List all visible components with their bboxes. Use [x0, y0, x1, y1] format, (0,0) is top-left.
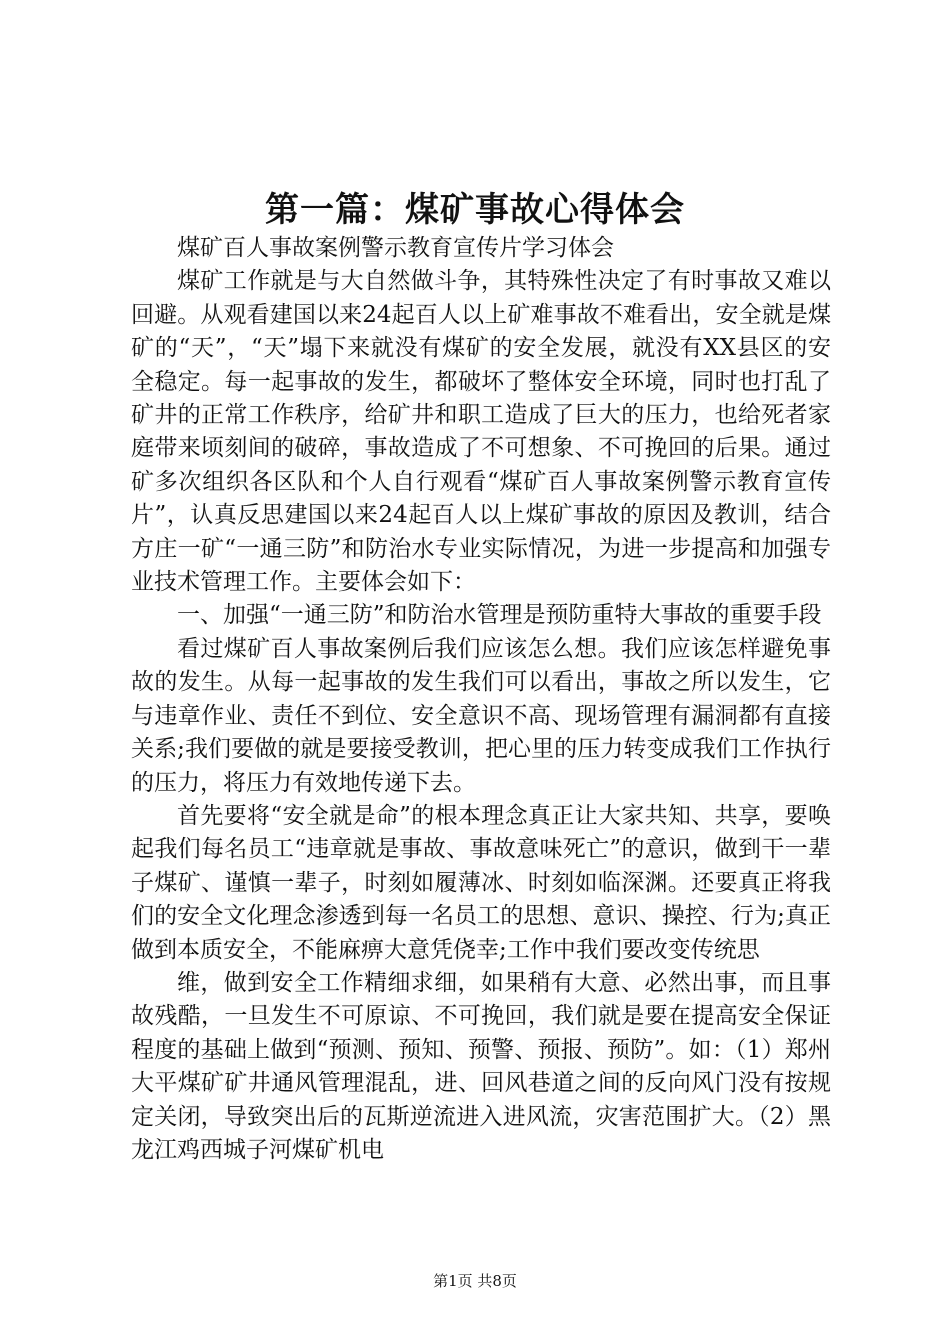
document-body: [131, 232, 831, 1167]
page-number-footer: 第1页 共8页: [433, 1272, 517, 1290]
body-paragraph: 首先要将“安全就是命”的根本理念真正让大家共知、共享，要唤起我们每名员工“违章就是事故、事故意味死亡”的意识，做到干一辈子煤矿、谨慎一辈子，时刻如履薄冰、时刻如临深渊。还要真正将我们的安全文化理念渗透到每一名员工的思想、意识、操控、行为;真正做到本质安全，不能麻痹大意凭侥幸;工作中我们要改变传统思: [131, 802, 831, 963]
body-paragraph: 维，做到安全工作精细求细，如果稍有大意、必然出事，而且事故残酷，一旦发生不可原谅、不可挽回，我们就是要在提高安全保证程度的基础上做到“预测、预知、预警、预报、预防”。如：（1）郑州大平煤矿矿井通风管理混乱，进、回风巷道之间的反向风门没有按规定关闭，导致突出后的瓦斯逆流进入进风流，灾害范围扩大。（2）黑龙江鸡西城子河煤矿机电: [131, 969, 831, 1163]
section-heading: 一、加强“一通三防”和防治水管理是预防重特大事故的重要手段: [177, 602, 822, 629]
subtitle-paragraph: 煤矿百人事故案例警示教育宣传片学习体会: [177, 235, 614, 261]
document-title: 第一篇：煤矿事故心得体会: [265, 190, 685, 230]
body-paragraph: 煤矿工作就是与大自然做斗争，其特殊性决定了有时事故又难以回避。从观看建国以来24起百人以上矿难事故不难看出，安全就是煤矿的“天”，“天”塌下来就没有煤矿的安全发展，就没有XX县区的安全稳定。每一起事故的发生，都破坏了整体安全环境，同时也打乱了矿井的正常工作秩序，给矿井和职工造成了巨大的压力，也给死者家庭带来顷刻间的破碎，事故造成了不可想象、不可挽回的后果。通过矿多次组织各区队和个人自行观看“煤矿百人事故案例警示教育宣传片”，认真反思建国以来24起百人以上煤矿事故的原因及教训，结合方庄一矿“一通三防”和防治水专业实际情况，为进一步提高和加强专业技术管理工作。主要体会如下：: [131, 268, 831, 596]
body-paragraph: 看过煤矿百人事故案例后我们应该怎么想。我们应该怎样避免事故的发生。从每一起事故的发生我们可以看出，事故之所以发生，它与违章作业、责任不到位、安全意识不高、现场管理有漏洞都有直接关系;我们要做的就是要接受教训，把心里的压力转变成我们工作执行的压力，将压力有效地传递下去。: [131, 635, 831, 796]
